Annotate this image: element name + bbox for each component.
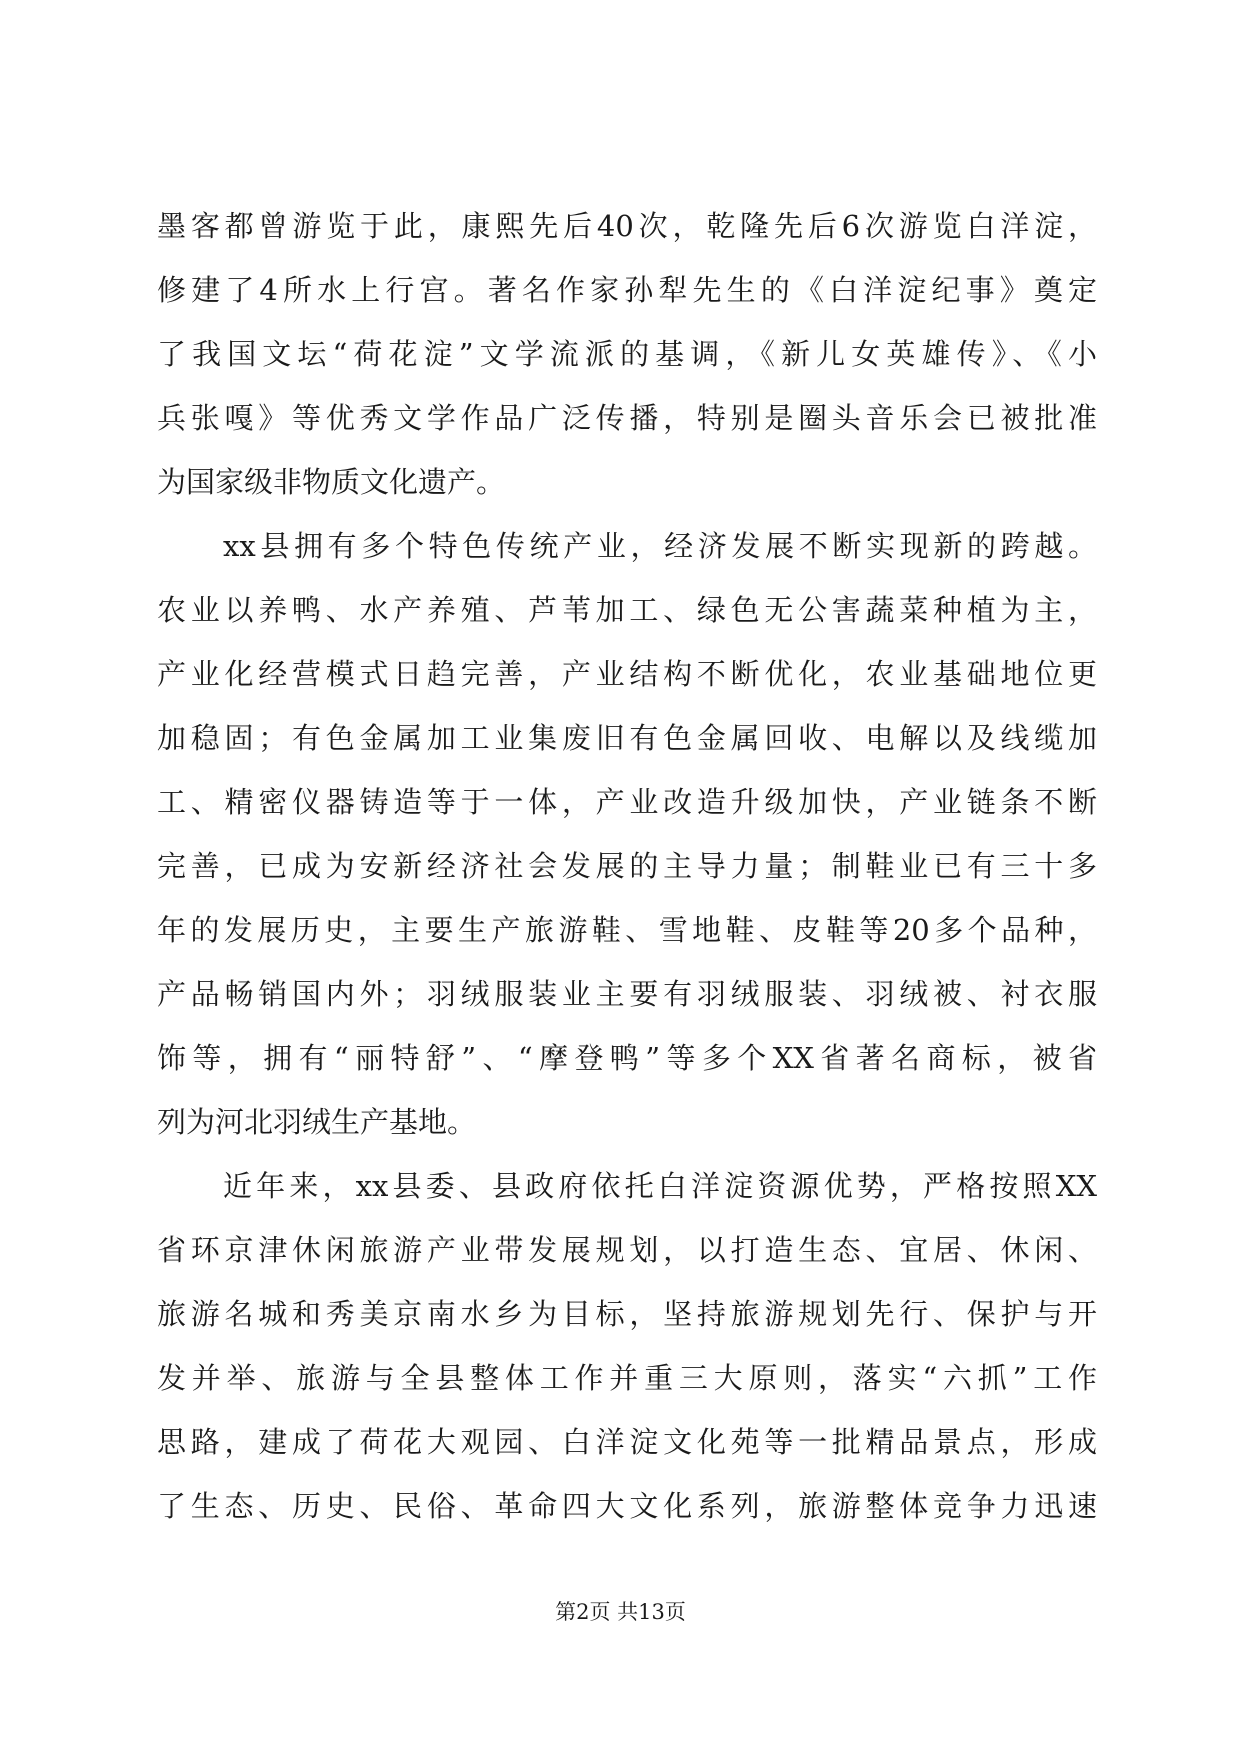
text-line: 加稳固；有色金属加工业集废旧有色金属回收、电解以及线缆加 [157, 721, 1097, 755]
text-line: 饰等，拥有“丽特舒”、“摩登鸭”等多个XX省著名商标，被省 [157, 1041, 1097, 1075]
text-line: 农业以养鸭、水产养殖、芦苇加工、绿色无公害蔬菜种植为主， [157, 593, 1097, 627]
text-line: 旅游名城和秀美京南水乡为目标，坚持旅游规划先行、保护与开 [157, 1297, 1097, 1331]
text-line: 年的发展历史，主要生产旅游鞋、雪地鞋、皮鞋等20多个品种， [157, 913, 1097, 947]
body-text [157, 194, 1097, 1538]
text-line: 产业化经营模式日趋完善，产业结构不断优化，农业基础地位更 [157, 657, 1097, 691]
text-line: 列为河北羽绒生产基地。 [157, 1105, 477, 1139]
page-number-label: 第2页 共13页 [555, 1600, 686, 1624]
paragraph-1 [157, 194, 1097, 514]
text-line: 墨客都曾游览于此，康熙先后40次，乾隆先后6次游览白洋淀， [157, 209, 1097, 243]
text-line: 发并举、旅游与全县整体工作并重三大原则，落实“六抓”工作 [157, 1361, 1097, 1395]
text-line: 思路，建成了荷花大观园、白洋淀文化苑等一批精品景点，形成 [157, 1425, 1097, 1459]
page-footer [0, 1597, 1241, 1627]
text-line: 产品畅销国内外；羽绒服装业主要有羽绒服装、羽绒被、衬衣服 [157, 977, 1097, 1011]
text-line: 了我国文坛“荷花淀”文学流派的基调，《新儿女英雄传》、《小 [157, 337, 1097, 371]
text-line: 工、精密仪器铸造等于一体，产业改造升级加快，产业链条不断 [157, 785, 1097, 819]
text-line: 省环京津休闲旅游产业带发展规划，以打造生态、宜居、休闲、 [157, 1233, 1097, 1267]
text-line: 为国家级非物质文化遗产。 [157, 465, 506, 499]
text-line: 完善，已成为安新经济社会发展的主导力量；制鞋业已有三十多 [157, 849, 1097, 883]
paragraph-2 [157, 514, 1097, 1154]
text-line: 近年来，xx县委、县政府依托白洋淀资源优势，严格按照XX [223, 1169, 1097, 1203]
paragraph-3 [157, 1154, 1097, 1538]
text-line: xx县拥有多个特色传统产业，经济发展不断实现新的跨越。 [223, 529, 1097, 563]
text-line: 修建了4所水上行宫。著名作家孙犁先生的《白洋淀纪事》奠定 [157, 273, 1097, 307]
text-line: 了生态、历史、民俗、革命四大文化系列，旅游整体竞争力迅速 [157, 1489, 1097, 1523]
text-line: 兵张嘎》等优秀文学作品广泛传播，特别是圈头音乐会已被批准 [157, 401, 1097, 435]
